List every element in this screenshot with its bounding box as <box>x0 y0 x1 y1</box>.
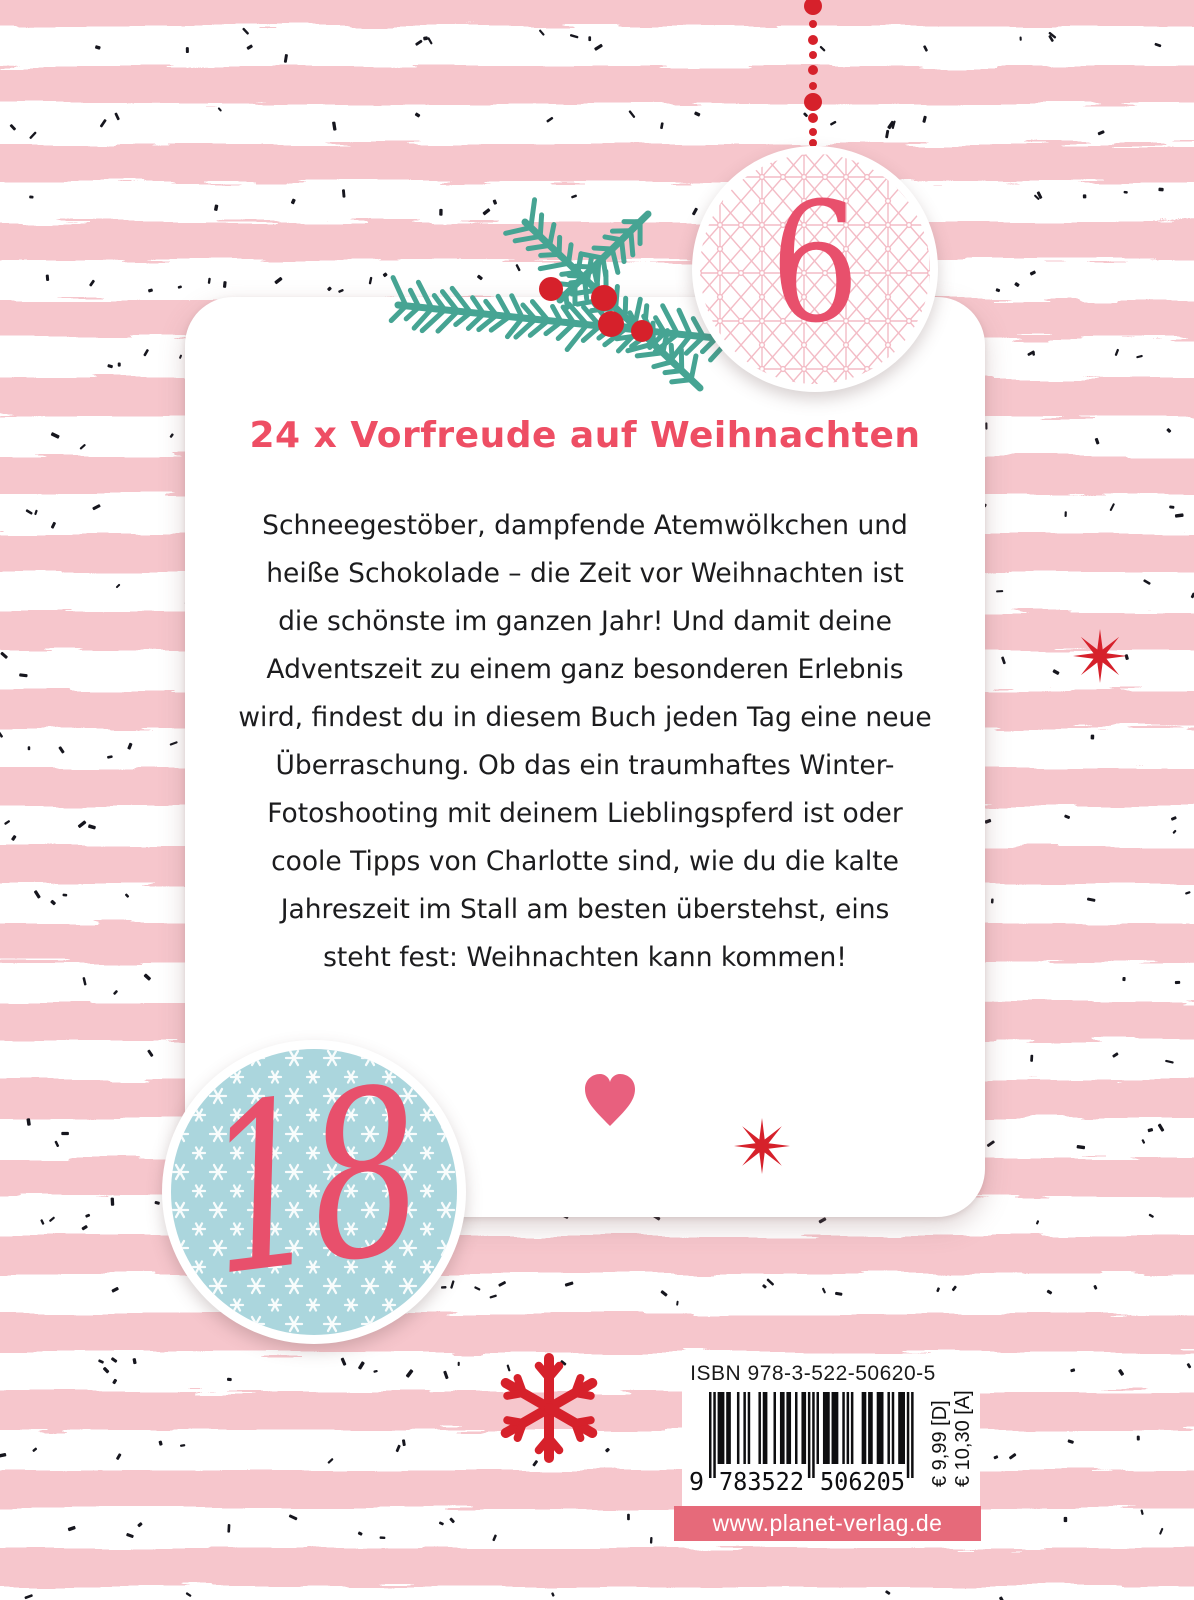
isbn-label: ISBN 978-3-522-50620-5 <box>690 1362 936 1385</box>
price-germany: € 9,99 [D] <box>929 1400 951 1487</box>
door-number-18: 18 <box>191 1038 427 1328</box>
blurb-text: Schneegestöber, dampfende Atemwölkchen und heiße Schokolade – die Zeit vor Weihnachten ist die schönste im ganzen Jahr! Und damit deine Adventszeit zu einem ganz besonderen Erlebnis wird, findest du in diesem Buch jeden Tag eine neue Überraschung. Ob das ein traumhaftes Winter- Fotoshooting mit deinem Lieblingspferd ist oder coole Tipps von Charlotte sind, wie du die kalte Jahreszeit im Stall am besten überstehst, eins steht fest: Weihnachten kann kommen! <box>238 510 932 973</box>
publisher-bar <box>674 1506 981 1541</box>
price-austria: € 10,30 [A] <box>952 1390 974 1487</box>
door-number-6: 6 <box>770 167 860 359</box>
price-block <box>893 1375 1011 1487</box>
blurb-title: 24 x Vorfreude auf Weihnachten <box>249 415 921 456</box>
advent-door-6 <box>692 146 938 392</box>
barcode-digits-right: 506205 <box>820 1467 905 1496</box>
publisher-url: www.planet-verlag.de <box>712 1510 943 1536</box>
barcode-digits-mid: 783522 <box>719 1467 804 1496</box>
barcode-digit-left: 9 <box>688 1467 704 1496</box>
advent-door-18 <box>162 1040 466 1344</box>
barcode-section <box>682 1358 980 1506</box>
